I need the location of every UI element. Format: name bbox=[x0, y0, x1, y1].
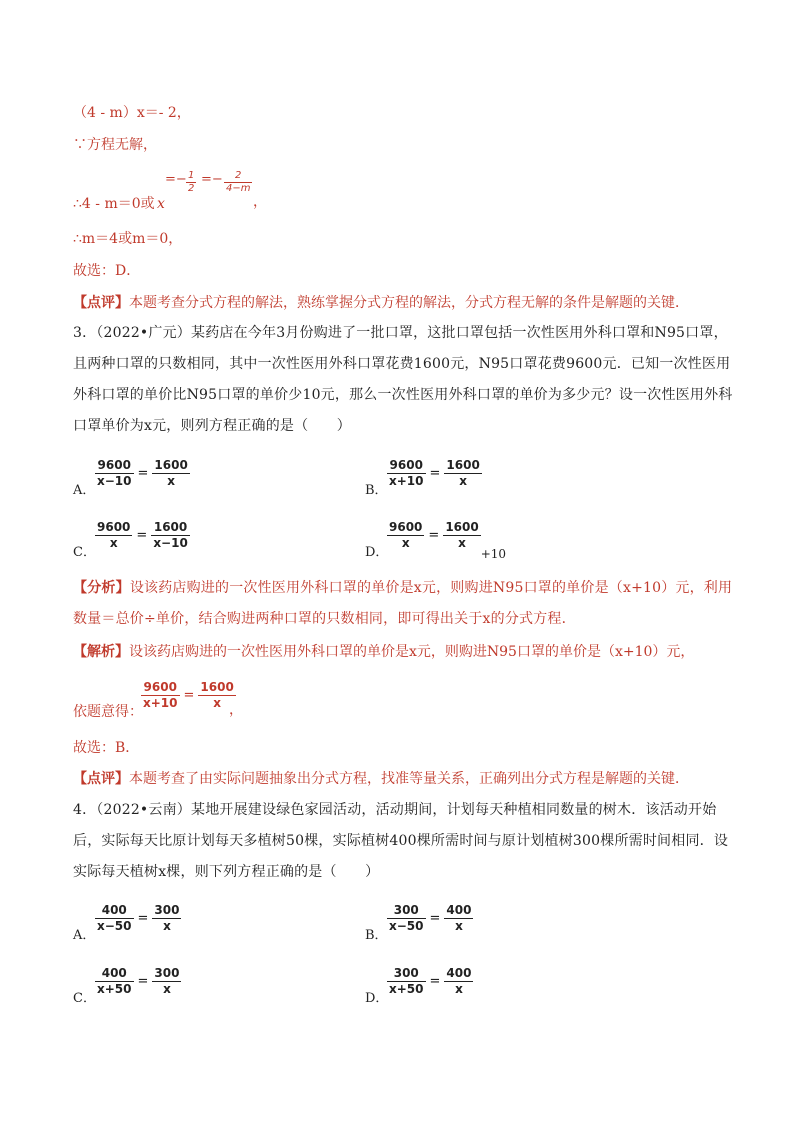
q4-c-num1: 400 bbox=[95, 966, 134, 982]
q3-d-num1: 9600 bbox=[389, 520, 423, 534]
solution-fraction-2-num: 2 bbox=[224, 170, 252, 183]
q4-d-den1: x+50 bbox=[389, 982, 424, 996]
q3-option-d-formula bbox=[387, 520, 507, 561]
q4-option-a bbox=[73, 903, 223, 943]
q3-analysis-tag: 【分析】 bbox=[73, 580, 130, 596]
q3-option-b bbox=[365, 458, 515, 498]
q4-option-c-label: C． bbox=[73, 991, 96, 1006]
q4-c-num2: 300 bbox=[154, 966, 180, 980]
q4-option-b-frac-right bbox=[444, 903, 473, 934]
solution-fraction-1-den: 2 bbox=[188, 183, 195, 194]
q3-d-tail: +10 bbox=[480, 547, 507, 561]
q3-option-b-frac-left bbox=[387, 458, 426, 489]
q3-b-num2: 1600 bbox=[446, 458, 480, 472]
q4-option-c-frac-left bbox=[95, 966, 134, 997]
q4-option-c-frac-right bbox=[152, 966, 181, 997]
q3-review bbox=[73, 769, 689, 789]
solution-line-4: ∴m＝4或m＝0， bbox=[73, 231, 183, 247]
q3-sol-num1: 9600 bbox=[141, 680, 180, 696]
q4-a-eq: = bbox=[137, 911, 149, 926]
q3-c-num2: 1600 bbox=[151, 520, 190, 536]
q3-c-den2: x−10 bbox=[153, 536, 188, 550]
q3-d-den2: x bbox=[458, 536, 466, 550]
q4-d-eq: = bbox=[429, 974, 441, 989]
q3-analysis bbox=[73, 573, 733, 635]
q4-c-den2: x bbox=[163, 982, 171, 996]
q3-a-num2: 1600 bbox=[154, 458, 188, 472]
q4-b-num2: 400 bbox=[446, 903, 472, 917]
solution-fraction-1-num: 1 bbox=[188, 170, 195, 181]
q3-choice: 故选：B． bbox=[73, 740, 140, 756]
solution-line-1: （4 - m）x＝- 2， bbox=[73, 105, 191, 121]
q3-option-c-formula bbox=[95, 520, 190, 551]
q4-option-b bbox=[365, 903, 515, 943]
q3-a-den1: x−10 bbox=[97, 474, 132, 488]
q4-a-num1: 400 bbox=[95, 903, 134, 919]
q3-option-d-label: D． bbox=[365, 545, 389, 560]
question-3-text: 3．（2022•广元）某药店在今年3月份购进了一批口罩，这批口罩包括一次性医用外科口罩和N95口罩，且两种口罩的只数相同，其中一次性医用外科口罩花费1600元，N95口罩花费9600元．已知一次性医用外科口罩的单价比N95口罩的单价少10元，那么一次性医用外科口罩的单价为多少元？设一次性医用外科口罩单价为x元，则列方程正确的是（ ） bbox=[73, 325, 733, 434]
q3-solution bbox=[73, 642, 694, 662]
q4-option-a-frac-right bbox=[152, 903, 181, 934]
review-prev-tag: 【点评】 bbox=[73, 295, 129, 311]
q4-b-den2: x bbox=[455, 919, 463, 933]
solution-line-5: 故选：D． bbox=[73, 263, 141, 279]
q4-b-num1: 300 bbox=[387, 903, 426, 919]
solution-line-3-x: x bbox=[157, 196, 165, 212]
q4-a-den1: x−50 bbox=[97, 919, 132, 933]
q4-option-b-frac-left bbox=[387, 903, 426, 934]
q3-sol-frac-left bbox=[141, 680, 180, 711]
q3-option-b-frac-right bbox=[444, 458, 481, 489]
q4-option-d-label: D． bbox=[365, 991, 389, 1006]
q4-b-den1: x−50 bbox=[389, 919, 424, 933]
q3-sol-den1: x+10 bbox=[143, 696, 178, 710]
q3-b-num1: 9600 bbox=[387, 458, 426, 474]
q4-option-d bbox=[365, 966, 515, 1006]
solution-fraction-2-den: 4−m bbox=[226, 183, 251, 194]
review-prev bbox=[73, 293, 689, 313]
q4-d-num1: 300 bbox=[387, 966, 426, 982]
q3-b-den1: x+10 bbox=[389, 474, 424, 488]
q3-c-num1: 9600 bbox=[97, 520, 131, 534]
q3-sol-den2: x bbox=[213, 696, 221, 710]
solution-fraction-2 bbox=[224, 170, 252, 195]
q3-analysis-text: 设该药店购进的一次性医用外科口罩的单价是x元，则购进N95口罩的单价是（x+10）元，利用数量＝总价÷单价，结合购进两种口罩的只数相同，即可得出关于x的分式方程． bbox=[73, 580, 733, 627]
q4-option-d-frac-left bbox=[387, 966, 426, 997]
q3-option-a-frac-left bbox=[95, 458, 134, 489]
question-4-text: 4．（2022•云南）某地开展建设绿色家园活动，活动期间，计划每天种植相同数量的树木．该活动开始后，实际每天比原计划每天多植树50棵，实际植树400棵所需时间与原计划植树300棵所需时间相同．设实际每天植树x棵，则下列方程正确的是（ ） bbox=[73, 802, 729, 880]
q3-solution-text: 设该药店购进的一次性医用外科口罩的单价是x元，则购进N95口罩的单价是（x+10）元， bbox=[129, 644, 695, 660]
q3-sol-eq: = bbox=[183, 687, 195, 703]
q3-option-b-label: B． bbox=[365, 483, 388, 498]
q4-a-den2: x bbox=[163, 919, 171, 933]
q4-c-den1: x+50 bbox=[97, 982, 132, 996]
solution-line-3-tail: ， bbox=[253, 194, 267, 210]
q4-b-eq: = bbox=[429, 911, 441, 926]
q4-option-c bbox=[73, 966, 223, 1006]
q4-option-d-frac-right bbox=[444, 966, 473, 997]
q3-option-a bbox=[73, 458, 223, 498]
q4-d-num2: 400 bbox=[446, 966, 472, 980]
q3-option-c-frac-right bbox=[151, 520, 190, 551]
q3-d-den1: x bbox=[401, 536, 410, 550]
q3-solution-tag: 【解析】 bbox=[73, 644, 129, 660]
q3-c-den1: x bbox=[109, 536, 118, 550]
q3-a-eq: = bbox=[137, 466, 149, 481]
q4-option-a-label: A． bbox=[73, 928, 96, 943]
q3-option-d-frac-right bbox=[443, 520, 480, 551]
q3-option-c bbox=[73, 520, 223, 560]
q3-a-den2: x bbox=[167, 474, 175, 488]
solution-line-2: ∵方程无解， bbox=[73, 137, 157, 153]
q4-c-eq: = bbox=[137, 974, 149, 989]
q4-option-c-formula bbox=[95, 966, 181, 997]
solution-fraction-1 bbox=[186, 170, 196, 195]
q3-a-num1: 9600 bbox=[95, 458, 134, 474]
q4-a-num2: 300 bbox=[154, 903, 180, 917]
q3-d-num2: 1600 bbox=[445, 520, 479, 534]
q3-c-eq: = bbox=[136, 528, 148, 543]
q3-sol-num2: 1600 bbox=[200, 680, 234, 694]
q3-review-tag: 【点评】 bbox=[73, 771, 129, 787]
q3-solution-eq-prefix: 依题意得： bbox=[73, 704, 143, 720]
q4-option-a-formula bbox=[95, 903, 181, 934]
q3-option-d bbox=[365, 520, 545, 560]
q4-d-den2: x bbox=[455, 982, 463, 996]
q3-b-den2: x bbox=[459, 474, 467, 488]
q3-solution-eq-tail: ， bbox=[229, 702, 243, 718]
q3-d-eq: = bbox=[428, 528, 440, 543]
review-prev-text: 本题考查分式方程的解法，熟练掌握分式方程的解法，分式方程无解的条件是解题的关键． bbox=[129, 295, 689, 311]
q4-option-d-formula bbox=[387, 966, 473, 997]
q3-option-a-label: A． bbox=[73, 483, 96, 498]
solution-line-3-eq1: =− bbox=[165, 172, 187, 187]
q3-option-c-label: C． bbox=[73, 545, 96, 560]
q3-option-d-frac-left bbox=[387, 520, 424, 551]
q3-option-c-frac-left bbox=[95, 520, 132, 551]
q3-b-eq: = bbox=[429, 466, 441, 481]
q3-review-text: 本题考查了由实际问题抽象出分式方程，找准等量关系，正确列出分式方程是解题的关键． bbox=[129, 771, 689, 787]
q3-option-b-formula bbox=[387, 458, 482, 489]
solution-line-3-eq2: =− bbox=[201, 172, 223, 187]
q3-option-a-formula bbox=[95, 458, 190, 489]
q4-option-b-label: B． bbox=[365, 928, 388, 943]
q4-option-b-formula bbox=[387, 903, 473, 934]
q3-option-a-frac-right bbox=[152, 458, 189, 489]
solution-line-3-prefix: ∴4 - m＝0或 bbox=[73, 196, 155, 212]
q4-option-a-frac-left bbox=[95, 903, 134, 934]
